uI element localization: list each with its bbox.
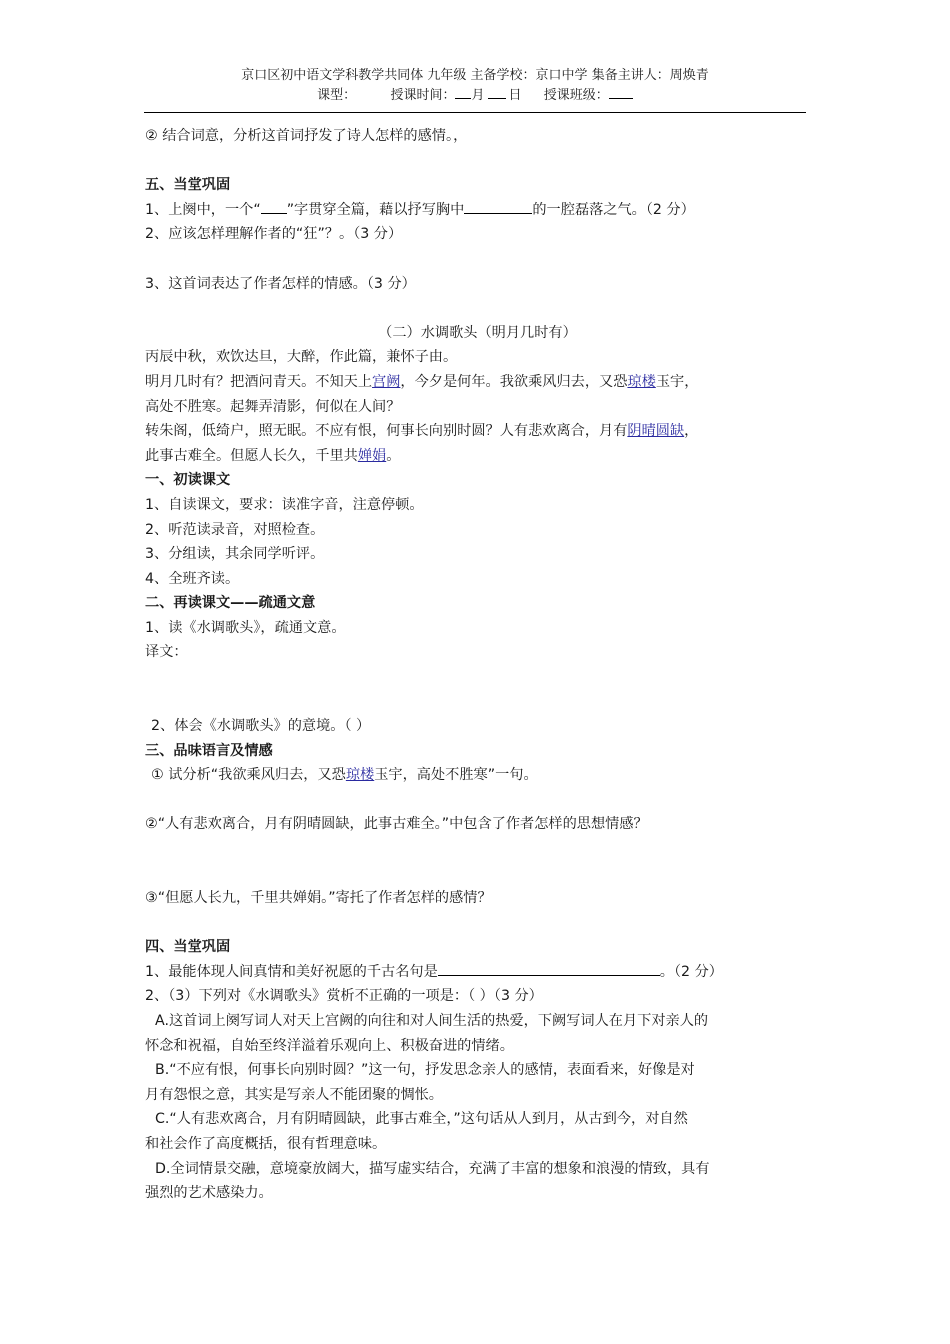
section-4-consolidate-2: 2、（3）下列对《水调歌头》赏析不正确的一项是：（ ）（3 分）	[145, 988, 543, 1005]
main-content	[145, 124, 810, 1206]
poem-line-4	[145, 444, 810, 469]
poem-line-1	[145, 370, 810, 395]
header-line-1: 京口区初中语文学科教学共同体 九年级 主备学校：京口中学 集备主讲人：周焕青	[241, 68, 709, 83]
part1-consolidate-3: 3、这首词表达了作者怎样的情感。（3 分）	[145, 275, 416, 292]
text: 的一腔磊落之气。（2 分）	[532, 201, 695, 218]
text: ”字贯穿全篇，藉以抒写胸中	[286, 201, 465, 218]
option-d-line-2: 强烈的艺术感染力。	[145, 1185, 273, 1202]
section-2-title: 二、再读课文——疏通文意	[145, 595, 316, 612]
header-day: 日	[508, 88, 522, 103]
blank-answer	[438, 960, 660, 976]
text: 1、上阕中，一个“	[145, 201, 261, 218]
section-3-question-2: ②“人有悲欢离合，月有阴晴圆缺，此事古难全。”中包含了作者怎样的思想情感？	[145, 816, 648, 833]
text: ，	[684, 423, 699, 440]
section-3-title: 三、品味语言及情感	[145, 742, 273, 759]
part1-consolidate-1	[145, 198, 810, 223]
header-lesson-type: 课型：	[317, 88, 357, 103]
section-4-consolidate-1	[145, 960, 810, 985]
translation-label: 译文：	[145, 644, 188, 661]
option-b-line-2: 月有怨恨之意，其实是写亲人不能团聚的惆怅。	[145, 1086, 443, 1103]
link-yinqingyuanque[interactable]: 阴晴圆缺	[627, 423, 685, 440]
section-2-question-2: 2、体会《水调歌头》的意境。（ ）	[151, 718, 371, 735]
header-line-2	[144, 83, 806, 104]
text: ，今夕是何年。我欲乘风归去，又恐	[400, 373, 628, 390]
header-rule	[144, 112, 806, 113]
text: 1、最能体现人间真情和美好祝愿的千古名句是	[145, 963, 438, 980]
blank-answer	[261, 198, 287, 214]
option-c-line-1: C.“人有悲欢离合，月有阴晴圆缺，此事古难全，”这句话从人到月，从古到今，对自然	[155, 1111, 688, 1128]
text: ① 试分析“我欲乘风归去，又恐	[151, 767, 346, 784]
option-d-line-1: D.全词情景交融，意境豪放阔大，描写虚实结合，充满了丰富的想象和浪漫的情致，具有	[155, 1160, 710, 1177]
blank-month	[455, 83, 471, 99]
text: 。（2 分）	[659, 963, 723, 980]
section-2-question-1: 1、读《水调歌头》，疏通文意。	[145, 619, 346, 636]
poem-line-2: 高处不胜寒。起舞弄清影，何似在人间？	[145, 398, 401, 415]
list-item: 3、分组读，其余同学听评。	[145, 546, 325, 563]
section-5-title: 五、当堂巩固	[145, 177, 231, 194]
link-gongque[interactable]: 宫阙	[372, 373, 401, 390]
section-3-question-3: ③“但愿人长九，千里共婵娟。”寄托了作者怎样的感情？	[145, 890, 492, 907]
poem-preface: 丙辰中秋，欢饮达旦，大醉，作此篇，兼怀子由。	[145, 349, 458, 366]
part1-question-2: ② 结合词意，分析这首词抒发了诗人怎样的感情。，	[145, 128, 468, 144]
text: 。	[386, 447, 401, 464]
list-item: 4、全班齐读。	[145, 570, 240, 587]
option-b-line-1: B.“不应有恨，何事长向别时圆？”这一句，抒发思念亲人的感情，表面看来，好像是对	[155, 1062, 695, 1079]
link-chanjuan[interactable]: 婵娟	[357, 447, 387, 464]
list-item: 2、听范读录音，对照检查。	[145, 521, 325, 538]
text: 明月几时有？把酒问青天。不知天上	[145, 373, 373, 390]
text: 玉宇，高处不胜寒”一句。	[374, 767, 538, 784]
section-4-title: 四、当堂巩固	[145, 939, 231, 956]
part1-consolidate-2: 2、应该怎样理解作者的“狂”？。（3 分）	[145, 226, 403, 243]
link-qionglou-2[interactable]: 琼楼	[345, 767, 375, 784]
section-3-question-1	[145, 763, 810, 788]
header-time-label: 授课时间：	[390, 88, 456, 103]
text: 玉宇，	[655, 373, 699, 390]
blank-answer	[464, 198, 532, 214]
option-a-line-2: 怀念和祝福，自始至终洋溢着乐观向上、积极奋进的情绪。	[145, 1037, 514, 1054]
link-qionglou[interactable]: 琼楼	[627, 373, 656, 390]
blank-class	[609, 83, 633, 99]
option-c-line-2: 和社会作了高度概括，很有哲理意味。	[145, 1135, 387, 1152]
text: 转朱阁，低绮户，照无眠。不应有恨，何事长向别时圆？人有悲欢离合，月有	[145, 423, 628, 440]
poem-title: （二）水调歌头（明月几时有）	[378, 324, 577, 341]
section-1-title: 一、初读课文	[145, 472, 231, 489]
poem-line-3	[145, 419, 810, 444]
header-class-label: 授课班级：	[543, 88, 609, 103]
option-a-line-1: A.这首词上阕写词人对天上宫阙的向往和对人间生活的热爱，下阙写词人在月下对亲人的	[155, 1013, 709, 1029]
text: 此事古难全。但愿人长久，千里共	[145, 447, 358, 464]
list-item: 1、自读课文，要求：读准字音，注意停顿。	[145, 496, 424, 513]
header-month: 月	[471, 88, 485, 103]
blank-day	[488, 83, 506, 99]
